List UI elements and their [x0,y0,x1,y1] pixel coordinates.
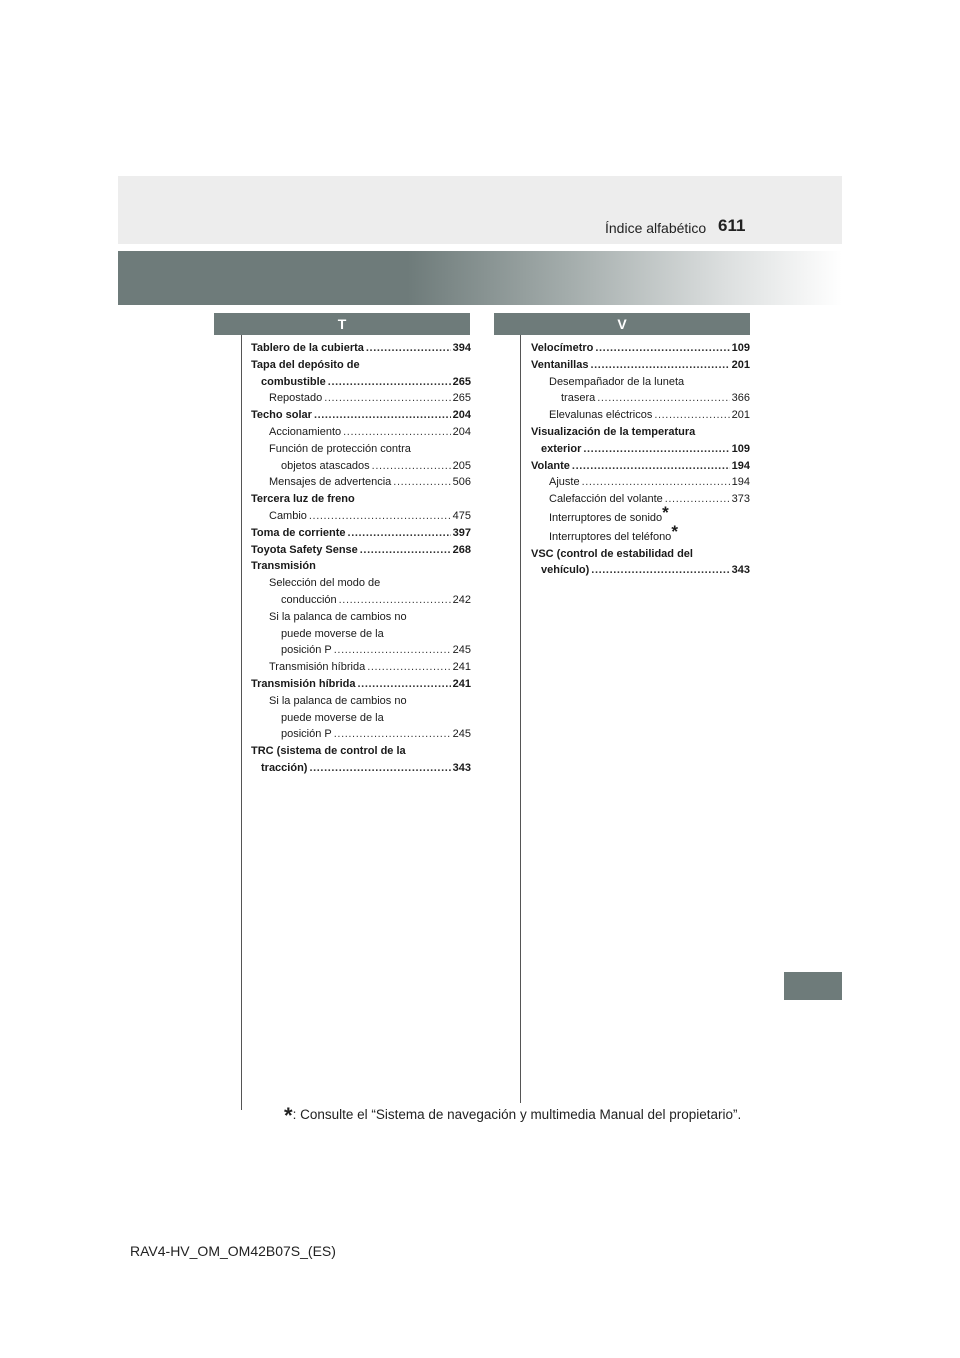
entry-page-number: 109 [731,442,750,455]
index-entry [251,424,471,441]
letter-heading-v: V [494,313,750,335]
entry-term: Cambio [269,509,307,522]
footnote-asterisk: * [662,502,669,522]
entry-page-number: 245 [452,644,471,657]
entry-term: Tapa del depósito de [251,358,360,371]
index-entry [531,407,750,424]
leader-dots [309,760,450,777]
index-entry [251,726,471,743]
leader-dots [393,474,450,491]
index-entry-line [251,609,471,626]
entry-page-number: 194 [731,459,750,472]
leader-dots [358,676,451,693]
index-entry-line [251,626,471,643]
entry-term: Función de protección contra [269,442,411,455]
entry-term: Interruptores de sonido [549,511,663,524]
leader-dots [665,491,730,508]
entry-page-number: 241 [452,677,471,690]
entry-term: Velocímetro [531,342,594,354]
index-entry-line [251,441,471,458]
index-entry [251,642,471,659]
index-entry [251,374,471,391]
leader-dots [328,374,451,391]
entry-term: posición P [281,728,332,741]
index-entry [531,357,750,374]
entry-term: Tercera luz de freno [251,493,355,506]
entry-term: combustible [261,375,326,388]
index-entry-line [531,424,750,441]
leader-dots [654,407,729,424]
entry-term: objetos atascados [281,459,370,472]
leader-dots [591,562,729,579]
entry-page-number: 201 [731,358,750,371]
index-entry [531,340,750,357]
entry-page-number: 242 [452,593,471,606]
index-column-t [251,340,471,777]
leader-dots [348,525,451,542]
index-entry [251,390,471,407]
index-column-v [531,340,750,579]
index-entry [251,676,471,693]
leader-dots [366,340,451,357]
entry-term: Selección del modo de [269,577,381,590]
entry-term: Transmisión híbrida [269,661,366,674]
entry-term: vehículo) [541,564,590,577]
entry-term: Mensajes de advertencia [269,476,392,489]
index-entry-line [251,575,471,592]
index-entry-line [531,374,750,391]
index-entry [251,592,471,609]
index-entry-line [251,491,471,508]
index-entry-line [251,357,471,374]
entry-page-number: 245 [452,728,471,741]
entry-page-number: 394 [452,342,471,354]
entry-page-number: 397 [452,526,471,539]
index-entry [531,562,750,579]
entry-term: Repostado [269,392,323,405]
index-entry [251,542,471,559]
index-entry-line [251,558,471,575]
entry-term: puede moverse de la [281,627,384,640]
entry-term: Ajuste [549,476,580,489]
entry-term: trasera [561,392,596,405]
leader-dots [590,357,729,374]
entry-term: Accionamiento [269,425,342,438]
index-entry [251,525,471,542]
index-entry-line [251,693,471,710]
index-entry [251,474,471,491]
entry-term: Si la palanca de cambios no [269,694,407,707]
leader-dots [339,592,451,609]
entry-term: Transmisión [251,560,316,573]
entry-page-number: 366 [731,392,750,405]
index-entry [531,441,750,458]
entry-page-number: 201 [731,409,750,422]
entry-page-number: 343 [731,564,750,577]
entry-page-number: 205 [452,459,471,472]
entry-page-number: 265 [452,375,471,388]
entry-page-number: 475 [452,509,471,522]
letter-heading-t: T [214,313,470,335]
index-entry [251,508,471,525]
index-entry [251,659,471,676]
index-entry [251,407,471,424]
leader-dots [309,508,451,525]
entry-term: Techo solar [251,409,312,422]
leader-dots [595,340,729,357]
entry-term: posición P [281,644,332,657]
left-column-rule [241,313,242,1110]
leader-dots [582,474,730,491]
index-entry-line [531,502,750,527]
leader-dots [597,390,729,407]
index-entry [531,390,750,407]
footnote-text: : Consulte el “Sistema de navegación y multimedia Manual del propietario”. [292,1107,742,1122]
entry-page-number: 506 [452,476,471,489]
entry-term: puede moverse de la [281,711,384,724]
leader-dots [314,407,451,424]
index-entry [531,458,750,475]
page-number: 611 [718,216,746,235]
index-entry-line [251,710,471,727]
entry-term: conducción [281,593,337,606]
entry-page-number: 204 [452,425,471,438]
footnote-marker: * [284,1103,293,1128]
leader-dots [583,441,729,458]
document-code: RAV4-HV_OM_OM42B07S_(ES) [130,1243,336,1259]
entry-term: TRC (sistema de control de la [251,745,406,758]
leader-dots [324,390,450,407]
leader-dots [367,659,450,676]
entry-term: Calefacción del volante [549,493,663,506]
entry-term: Ventanillas [531,358,589,371]
entry-page-number: 109 [731,342,750,354]
entry-page-number: 241 [452,661,471,674]
entry-term: Volante [531,459,570,472]
entry-term: Desempañador de la luneta [549,375,685,388]
entry-term: Transmisión híbrida [251,677,356,690]
right-column-rule [520,313,521,1103]
entry-term: Toyota Safety Sense [251,543,358,556]
section-title: Índice alfabético [605,220,707,236]
entry-page-number: 204 [452,409,471,422]
index-entry [251,760,471,777]
entry-term: Toma de corriente [251,526,346,539]
index-entry [531,474,750,491]
entry-term: exterior [541,442,582,455]
entry-term: Si la palanca de cambios no [269,610,407,623]
leader-dots [372,458,451,475]
leader-dots [334,642,451,659]
entry-term: VSC (control de estabilidad del [531,547,693,560]
entry-page-number: 268 [452,543,471,556]
entry-term: Tablero de la cubierta [251,342,364,354]
leader-dots [343,424,450,441]
entry-term: Interruptores del teléfono [549,530,672,543]
index-entry-line [251,743,471,760]
index-entry-line [531,546,750,563]
section-side-tab [784,972,842,1000]
entry-term: Visualización de la temperatura [531,425,696,438]
leader-dots [334,726,451,743]
footnote-asterisk: * [671,521,678,541]
entry-page-number: 194 [731,476,750,489]
decorative-gradient-band [118,251,842,305]
index-entry-line [531,521,750,546]
entry-page-number: 373 [731,493,750,506]
index-entry [251,458,471,475]
leader-dots [360,542,451,559]
index-entry [251,340,471,357]
entry-page-number: 265 [452,392,471,405]
entry-term: tracción) [261,761,308,774]
leader-dots [572,458,730,475]
index-entry [531,491,750,508]
footnote [284,1103,741,1129]
entry-term: Elevalunas eléctricos [549,409,653,422]
entry-page-number: 343 [452,761,471,774]
